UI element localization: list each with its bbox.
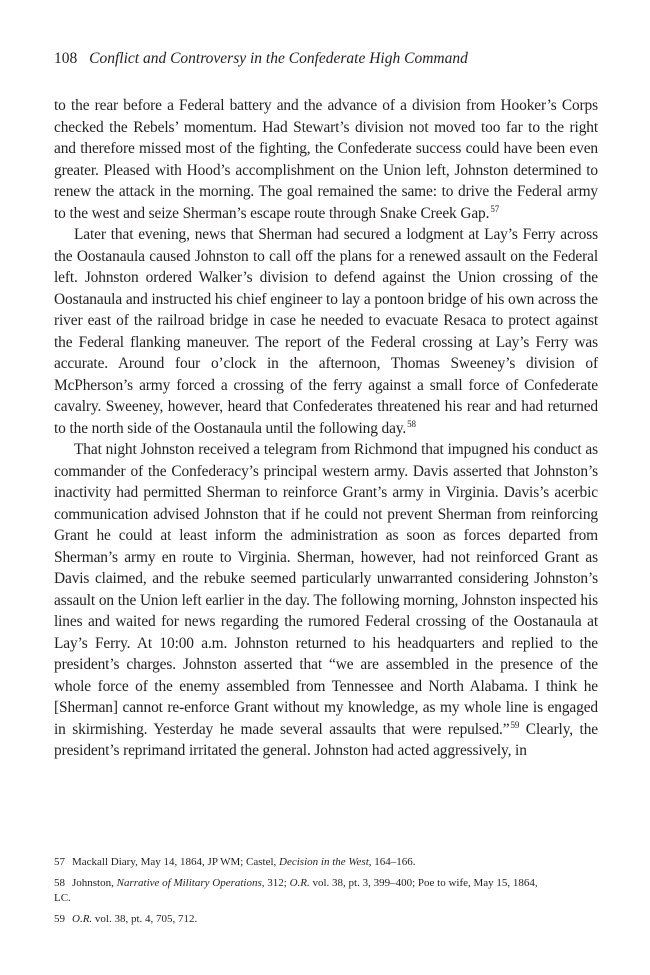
footnote-number: 58 [54,877,65,889]
footnote-ref: 57 [490,203,500,214]
paragraph-text: That night Johnston received a telegram from Richmond that impugned his conduct as commander of the Confederacy’s principal western army. Davis asserted that Johnston’s inactivity had permitted Sherman to reinforce Grant’s army in Virginia. Davis’s acerbic communication advised Johnston that if he could not prevent Sherman from reinforcing Grant he could at least inform the administration as soon as forces departed from Sherman’s army en route to Virginia. Sherman, however, had not reinforced Grant as Davis claimed, and the rebuke seemed particularly unwarranted considering Johnston’s assault on the Union left earlier in the day. The following morning, Johnston inspected his lines and waited for news regarding the rumored Federal crossing of the Oostanaula at Lay’s Ferry. At 10:00 a.m. Johnston returned to his headquarters and replied to the president’s charges. Johnston asserted that “we are assembled in the presence of the whole force of the enemy assembled from Tennessee and North Alabama. I think he [Sherman] cannot re-enforce Grant without my knowledge, as my whole line is engaged in skirmishing. Yesterday he made several assaults that were repulsed.” [54,441,598,738]
running-header [54,48,598,70]
footnote [54,855,544,870]
paragraph-text: to the rear before a Federal battery and the advance of a division from Hooker’s Corps checked the Rebels’ momentum. Had Stewart’s division not moved too far to the right and therefore missed most of the fighting, the Confederate success could have been even greater. Pleased with Hood’s accomplishment on the Union left, Johnston determined to renew the attack in the morning. The goal remained the same: to drive the Federal army to the west and seize Sherman’s escape route through Snake Creek Gap. [54,97,598,222]
footnote-ref: 59 [510,719,520,730]
footnote-part: , 312; [261,877,290,889]
paragraph [54,439,598,762]
footnote-title: Narrative of Military Operations [116,877,262,889]
footnote-part: vol. 38, pt. 3, 399–400; Poe to wife, May 15, 1864, LC. [54,877,538,904]
running-title: Conflict and Controversy in the Confederate High Command [89,50,468,67]
footnote-part: , 164–166. [368,856,416,868]
footnote-part: Mackall Diary, May 14, 1864, JP WM; Castel, [72,856,280,868]
footnote-title: Decision in the West [279,856,369,868]
paragraph [54,95,598,224]
footnote-text [72,913,197,925]
footnote-part: Johnston, [72,877,117,889]
paragraph-text-continued: Clearly, the president’s reprimand irritated the general. Johnston had acted aggressively, in [54,720,598,759]
body-text [54,95,598,762]
footnote [54,912,544,927]
footnote-text [54,877,538,904]
footnote-part: vol. 38, pt. 4, 705, 712. [92,913,198,925]
paragraph-text: Later that evening, news that Sherman had secured a lodgment at Lay’s Ferry across the Oostanaula caused Johnston to call off the plans for a renewed assault on the Federal left. Johnston ordered Walker’s division to defend against the Union crossing of the Oostanaula and instructed his chief engineer to lay a pontoon bridge of his own across the river east of the railroad bridge in case he needed to evacuate Resaca to protect against the Federal flanking maneuver. The report of the Federal crossing at Lay’s Ferry was accurate. Around four o’clock in the afternoon, Thomas Sweeney’s division of McPherson’s army forced a crossing of the ferry against a small force of Confederate cavalry. Sweeney, however, heard that Confederates threatened his rear and had returned to the north side of the Oostanaula until the following day. [54,226,598,437]
page-number: 108 [54,50,78,67]
footnote-title: O.R. [72,913,93,925]
footnote-ref: 58 [407,418,416,429]
footnote-number: 57 [54,856,65,868]
footnote-number: 59 [54,913,65,925]
footnotes [54,855,544,933]
paragraph [54,224,598,439]
footnote-title: O.R. [289,877,310,889]
footnote [54,876,544,906]
footnote-text [72,856,416,868]
